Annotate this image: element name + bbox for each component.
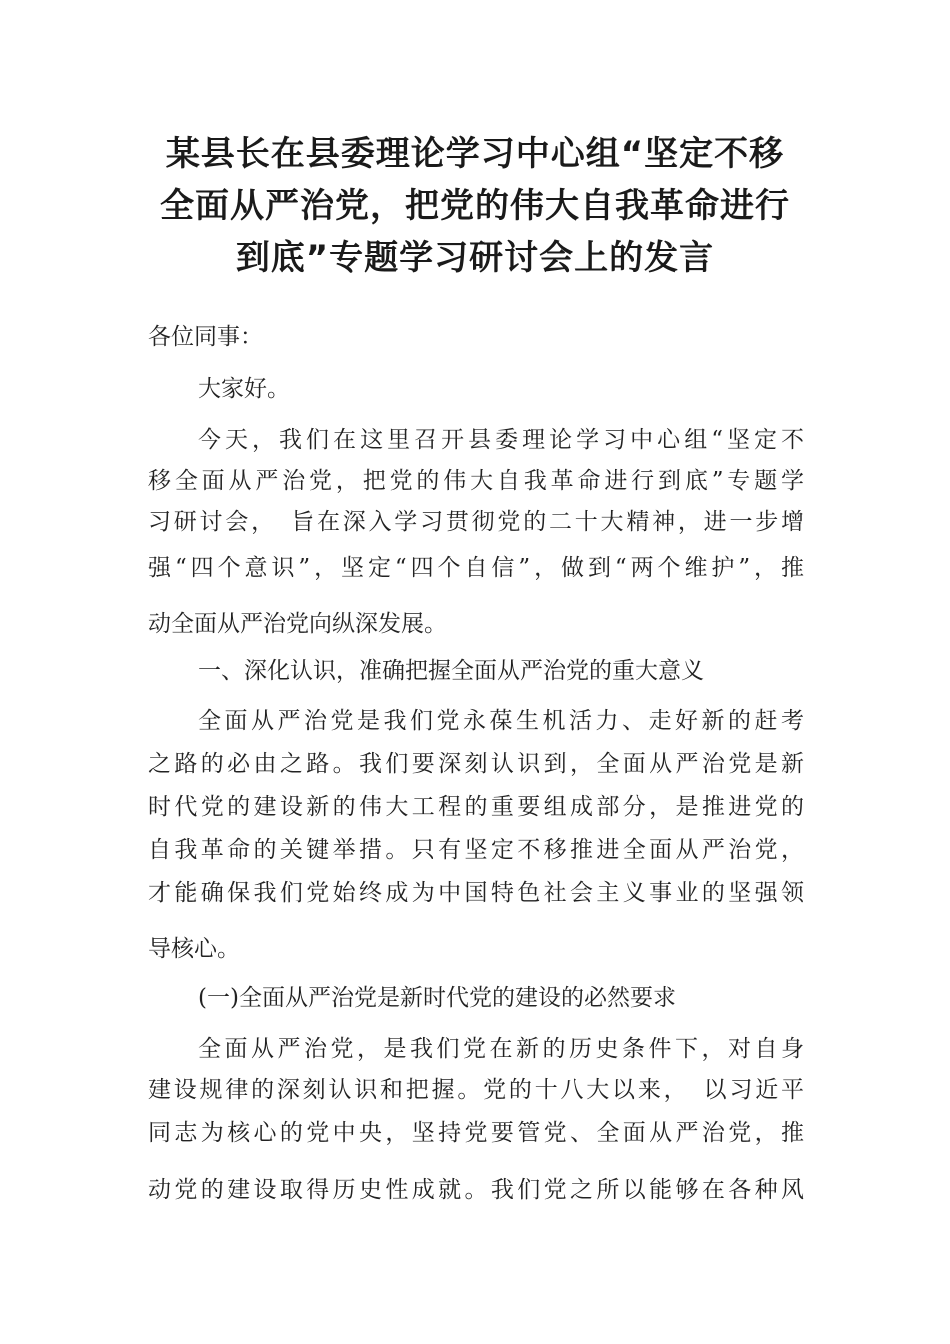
- paragraph-line: 习研讨会， 旨在深入学习贯彻党的二十大精神，进一步增: [148, 509, 804, 535]
- title-line: 某县长在县委理论学习中心组“坚定不移: [165, 134, 785, 174]
- paragraph-line: 时代党的建设新的伟大工程的重要组成部分，是推进党的: [148, 794, 804, 820]
- paragraph-line: 导核心。: [148, 936, 240, 962]
- paragraph-line: 强“四个意识”，坚定“四个自信”，做到“两个维护”，推: [148, 555, 804, 581]
- paragraph-line: 全面从严治党，是我们党在新的历史条件下，对自身: [198, 1036, 804, 1062]
- paragraph-line: 全面从严治党是我们党永葆生机活力、走好新的赶考: [198, 708, 804, 734]
- subsection-heading: (一)全面从严治党是新时代党的建设的必然要求: [198, 985, 676, 1011]
- greeting: 大家好。: [198, 376, 290, 402]
- paragraph-line: 移全面从严治党，把党的伟大自我革命进行到底”专题学: [148, 468, 804, 494]
- paragraph-line: 建设规律的深刻认识和把握。党的十八大以来， 以习近平: [148, 1077, 804, 1103]
- paragraph-line: 动全面从严治党向纵深发展。: [148, 611, 447, 637]
- document-title: [140, 128, 810, 284]
- paragraph-line: 动党的建设取得历史性成就。我们党之所以能够在各种风: [148, 1177, 804, 1203]
- title-line: 全面从严治党，把党的伟大自我革命进行: [160, 186, 790, 226]
- salutation: 各位同事：: [148, 324, 263, 350]
- section-heading: 一、深化认识，准确把握全面从严治党的重大意义: [198, 658, 704, 684]
- paragraph-line: 同志为核心的党中央，坚持党要管党、全面从严治党，推: [148, 1120, 804, 1146]
- paragraph-line: 自我革命的关键举措。只有坚定不移推进全面从严治党，: [148, 837, 804, 863]
- paragraph-line: 今天，我们在这里召开县委理论学习中心组“坚定不: [198, 427, 804, 453]
- title-line: 到底”专题学习研讨会上的发言: [235, 238, 715, 278]
- paragraph-line: 才能确保我们党始终成为中国特色社会主义事业的坚强领: [148, 880, 804, 906]
- paragraph-line: 之路的必由之路。我们要深刻认识到，全面从严治党是新: [148, 751, 804, 777]
